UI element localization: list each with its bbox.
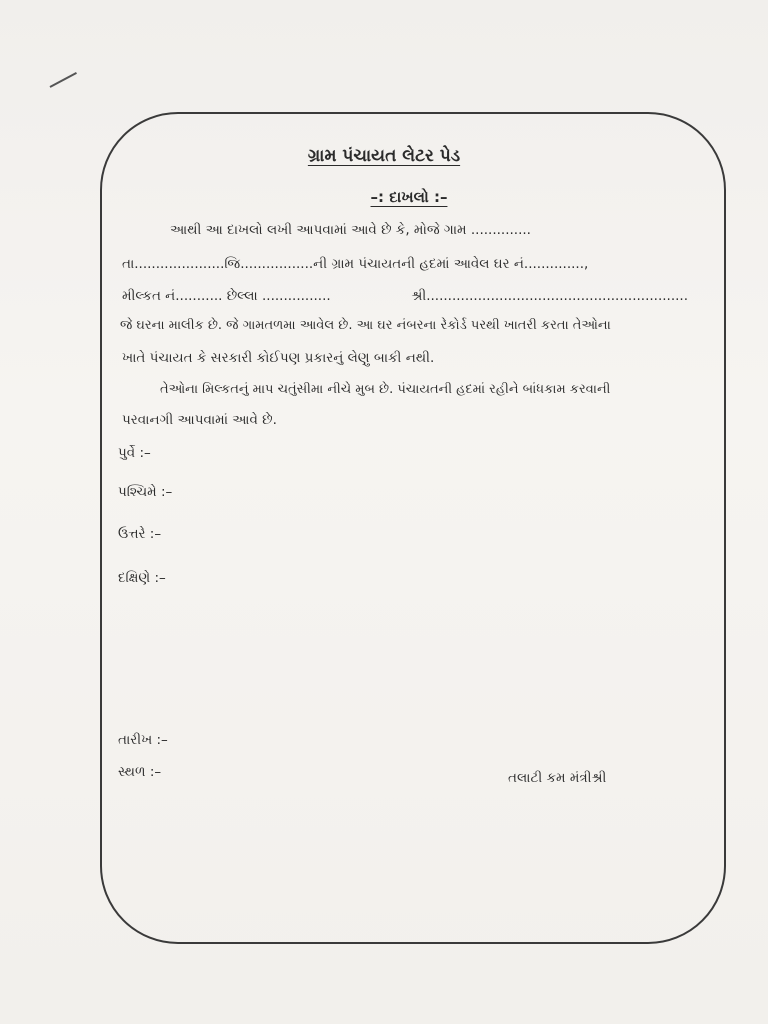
- body-line-6: તેઓના મિલ્કતનું માપ ચતુંસીમા નીચે મુબ છે. પંચાયતની હદમાં રહીને બાંધકામ કરવાની: [160, 382, 611, 397]
- date-label: તારીખ :–: [118, 732, 168, 748]
- north-boundary-label: ઉત્તરે :–: [118, 526, 162, 542]
- letterhead-title: [0, 146, 768, 166]
- owner-name-field: શ્રી.............................................................: [411, 288, 688, 304]
- west-boundary-label: પશ્ચિમે :–: [118, 484, 173, 500]
- certificate-heading-text: –: દાખલો :–: [370, 188, 448, 206]
- body-line-7: પરવાનગી આપવામાં આવે છે.: [122, 412, 277, 428]
- certificate-heading: [0, 188, 768, 206]
- south-boundary-label: દક્ષિણે :–: [118, 570, 166, 586]
- signatory-label: તલાટી કમ મંત્રીશ્રી: [508, 770, 607, 786]
- east-boundary-label: પુર્વે :–: [118, 445, 151, 461]
- body-line-1: આથી આ દાખલો લખી આપવામાં આવે છે કે, મોજે ગામ ..............: [170, 222, 531, 238]
- body-line-4: જે ઘરના માલીક છે. જે ગામતળમા આવેલ છે. આ ઘર નંબરના રેકોર્ડ પરથી ખાતરી કરતા તેઓના: [120, 318, 611, 333]
- place-label: સ્થળ :–: [118, 764, 162, 780]
- letterhead-title-text: ગ્રામ પંચાયત લેટર પેડ: [307, 146, 461, 166]
- body-line-3: [122, 288, 688, 304]
- property-number-field: મીલ્કત નં........... છેલ્લા ................: [122, 288, 331, 304]
- pen-mark: [50, 72, 77, 88]
- body-line-5: ખાતે પંચાયત કે સરકારી કોઈપણ પ્રકારનું લેણુ બાકી નથી.: [122, 350, 435, 366]
- body-line-2: તા.....................જિ.................ની ગ્રામ પંચાયતની હદમાં આવેલ ઘર નં..............,: [122, 256, 589, 272]
